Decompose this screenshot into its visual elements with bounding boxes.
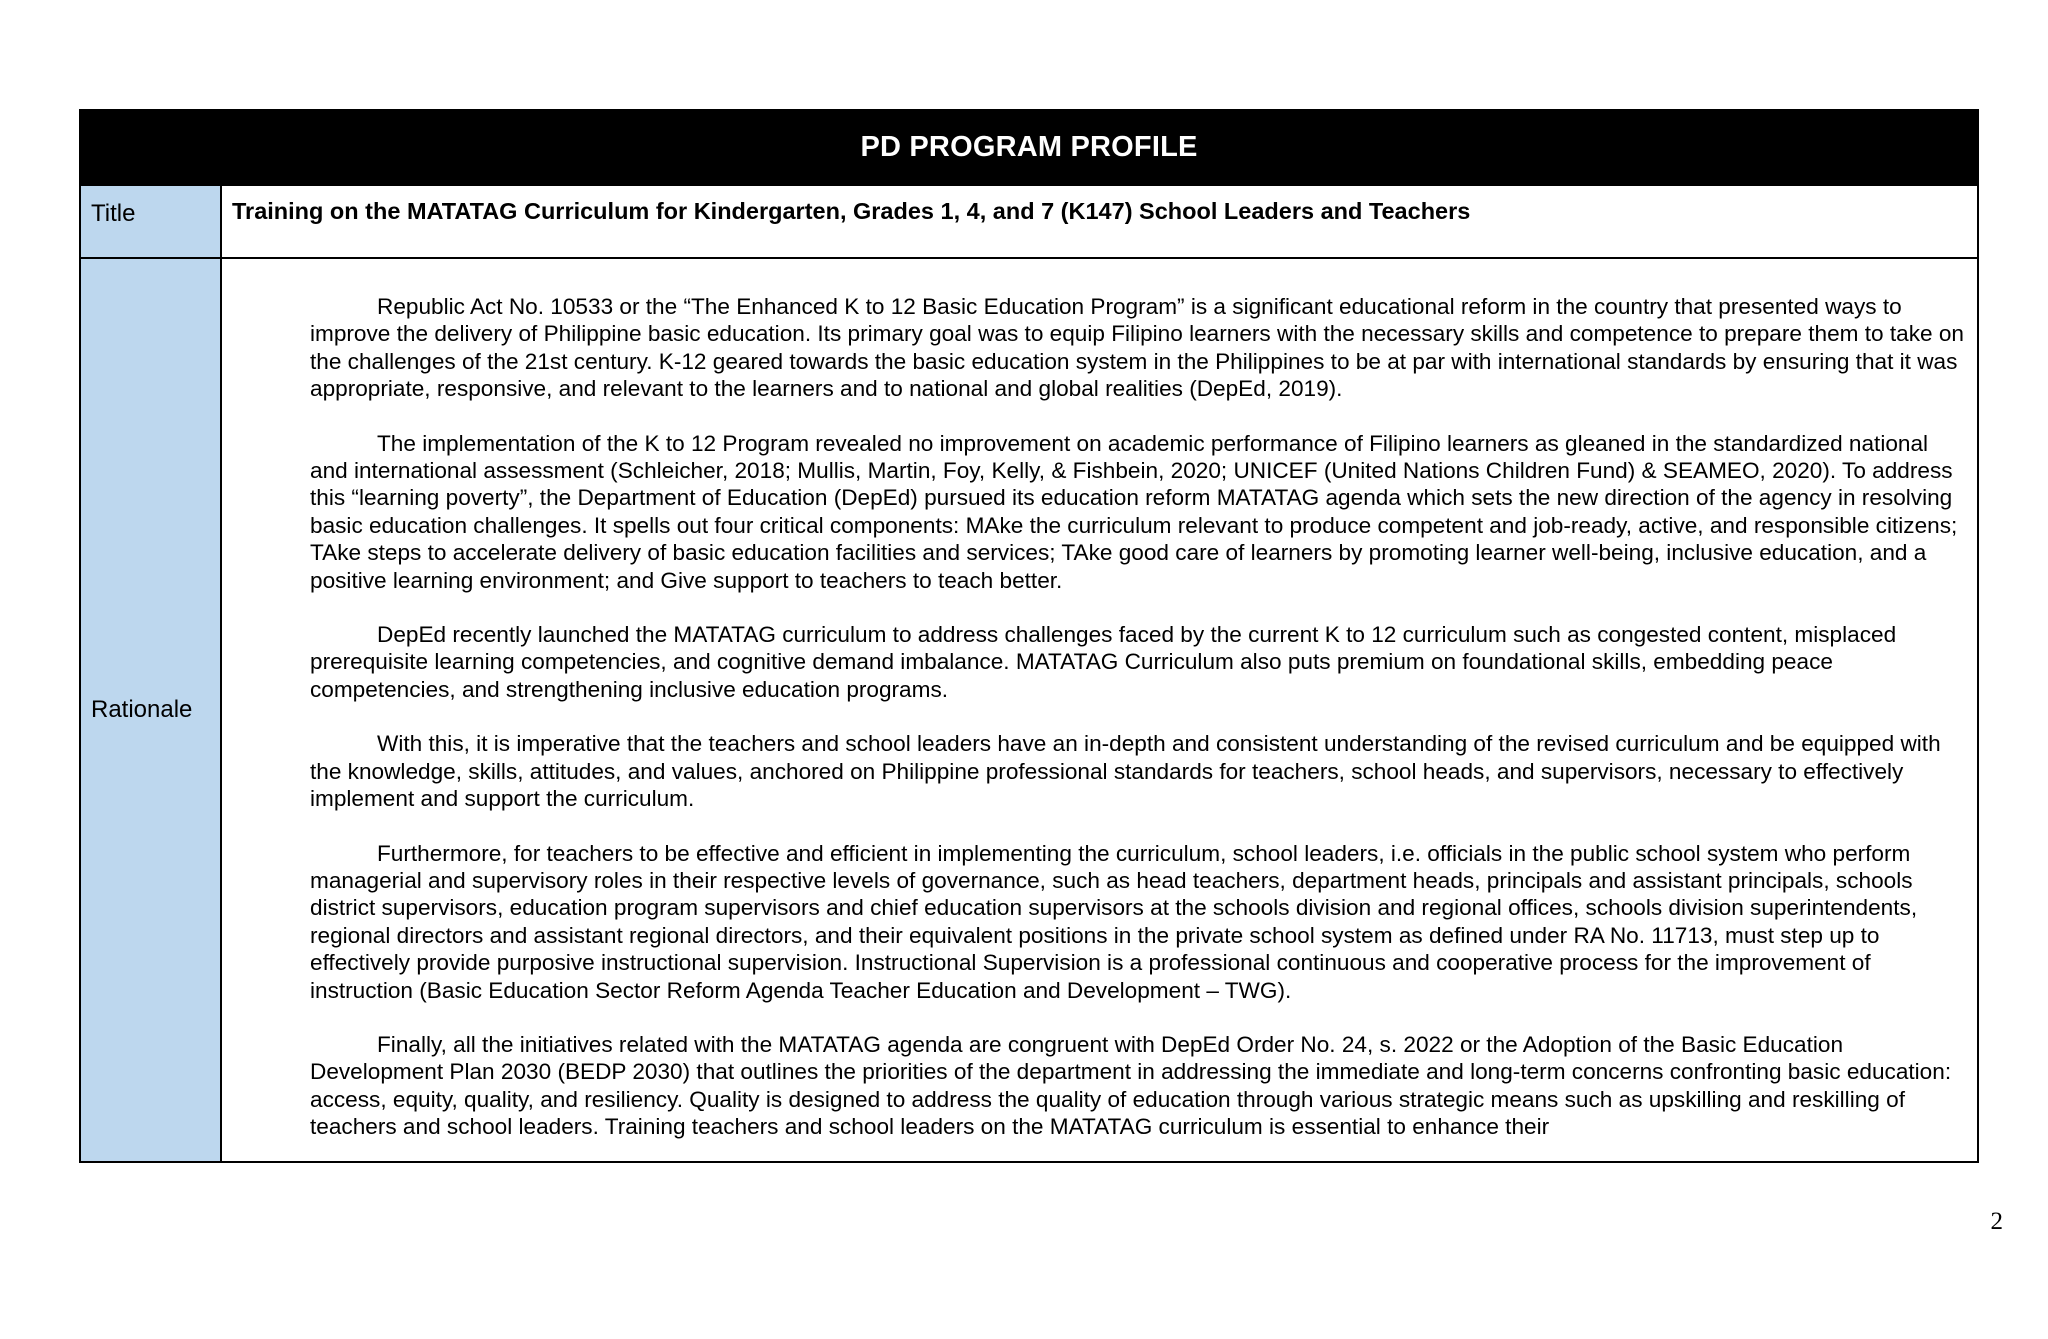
title-label: Title bbox=[81, 186, 222, 257]
rationale-content bbox=[222, 259, 1977, 1161]
rationale-paragraph: The implementation of the K to 12 Program revealed no improvement on academic performance of Filipino learners as gleaned in the standardized national and international assessment (Schleicher, 2018; Mullis, Martin, Foy, Kelly, & Fishbein, 2020; UNICEF (United Nations Children Fund) & SEAMEO, 2020). To address this “learning poverty”, the Department of Education (DepEd) pursued its education reform MATATAG agenda which sets the new direction of the agency in resolving basic education challenges. It spells out four critical components: MAke the curriculum relevant to produce competent and job-ready, active, and responsible citizens; TAke steps to accelerate delivery of basic education facilities and services; TAke good care of learners by promoting learner well-being, inclusive education, and a positive learning environment; and Give support to teachers to teach better. bbox=[310, 430, 1958, 593]
title-value: Training on the MATATAG Curriculum for Kindergarten, Grades 1, 4, and 7 (K147) School Leaders and Teachers bbox=[232, 198, 1471, 224]
rationale-paragraph: DepEd recently launched the MATATAG curriculum to address challenges faced by the current K to 12 curriculum such as congested content, misplaced prerequisite learning competencies, and cognitive demand imbalance. MATATAG Curriculum also puts premium on foundational skills, embedding peace competencies, and strengthening inclusive education programs. bbox=[310, 622, 1897, 702]
page-number: 2 bbox=[1990, 1208, 2003, 1235]
pd-program-profile-table bbox=[79, 109, 1979, 1163]
title-row bbox=[81, 184, 1977, 257]
rationale-label: Rationale bbox=[81, 259, 222, 1161]
rationale-paragraph: Finally, all the initiatives related with the MATATAG agenda are congruent with DepEd Order No. 24, s. 2022 or the Adoption of the Basic Education Development Plan 2030 (BEDP 2030) that outlines the priorities of the department in addressing the immediate and long-term concerns confronting basic education: access, equity, quality, and resiliency. Quality is designed to address the quality of education through various strategic means such as upskilling and reskilling of teachers and school leaders. Training teachers and school leaders on the MATATAG curriculum is essential to enhance their bbox=[310, 1031, 1952, 1140]
rationale-paragraph: Republic Act No. 10533 or the “The Enhanced K to 12 Basic Education Program” is a significant educational reform in the country that presented ways to improve the delivery of Philippine basic education. Its primary goal was to equip Filipino learners with the necessary skills and competence to prepare them to take on the challenges of the 21st century. K-12 geared towards the basic education system in the Philippines to be at par with international standards by ensuring that it was appropriate, responsive, and relevant to the learners and to national and global realities (DepEd, 2019). bbox=[310, 294, 1964, 402]
rationale-paragraph: With this, it is imperative that the teachers and school leaders have an in-depth and consistent understanding of the revised curriculum and be equipped with the knowledge, skills, attitudes, and values, anchored on Philippine professional standards for teachers, school heads, and supervisors, necessary to effectively implement and support the curriculum. bbox=[310, 731, 1941, 812]
rationale-row bbox=[81, 257, 1977, 1161]
table-header: PD PROGRAM PROFILE bbox=[81, 111, 1977, 184]
rationale-paragraph: Furthermore, for teachers to be effective and efficient in implementing the curriculum, school leaders, i.e. officials in the public school system who perform managerial and supervisory roles in their respective levels of governance, such as head teachers, department heads, principals and assistant principals, schools district supervisors, education program supervisors and chief education supervisors at the schools division and regional offices, schools division superintendents, regional directors and assistant regional directors, and their equivalent positions in the private school system as defined under RA No. 11713, must step up to effectively provide purposive instructional supervision. Instructional Supervision is a professional continuous and cooperative process for the improvement of instruction (Basic Education Sector Reform Agenda Teacher Education and Development – TWG). bbox=[310, 840, 1918, 1003]
